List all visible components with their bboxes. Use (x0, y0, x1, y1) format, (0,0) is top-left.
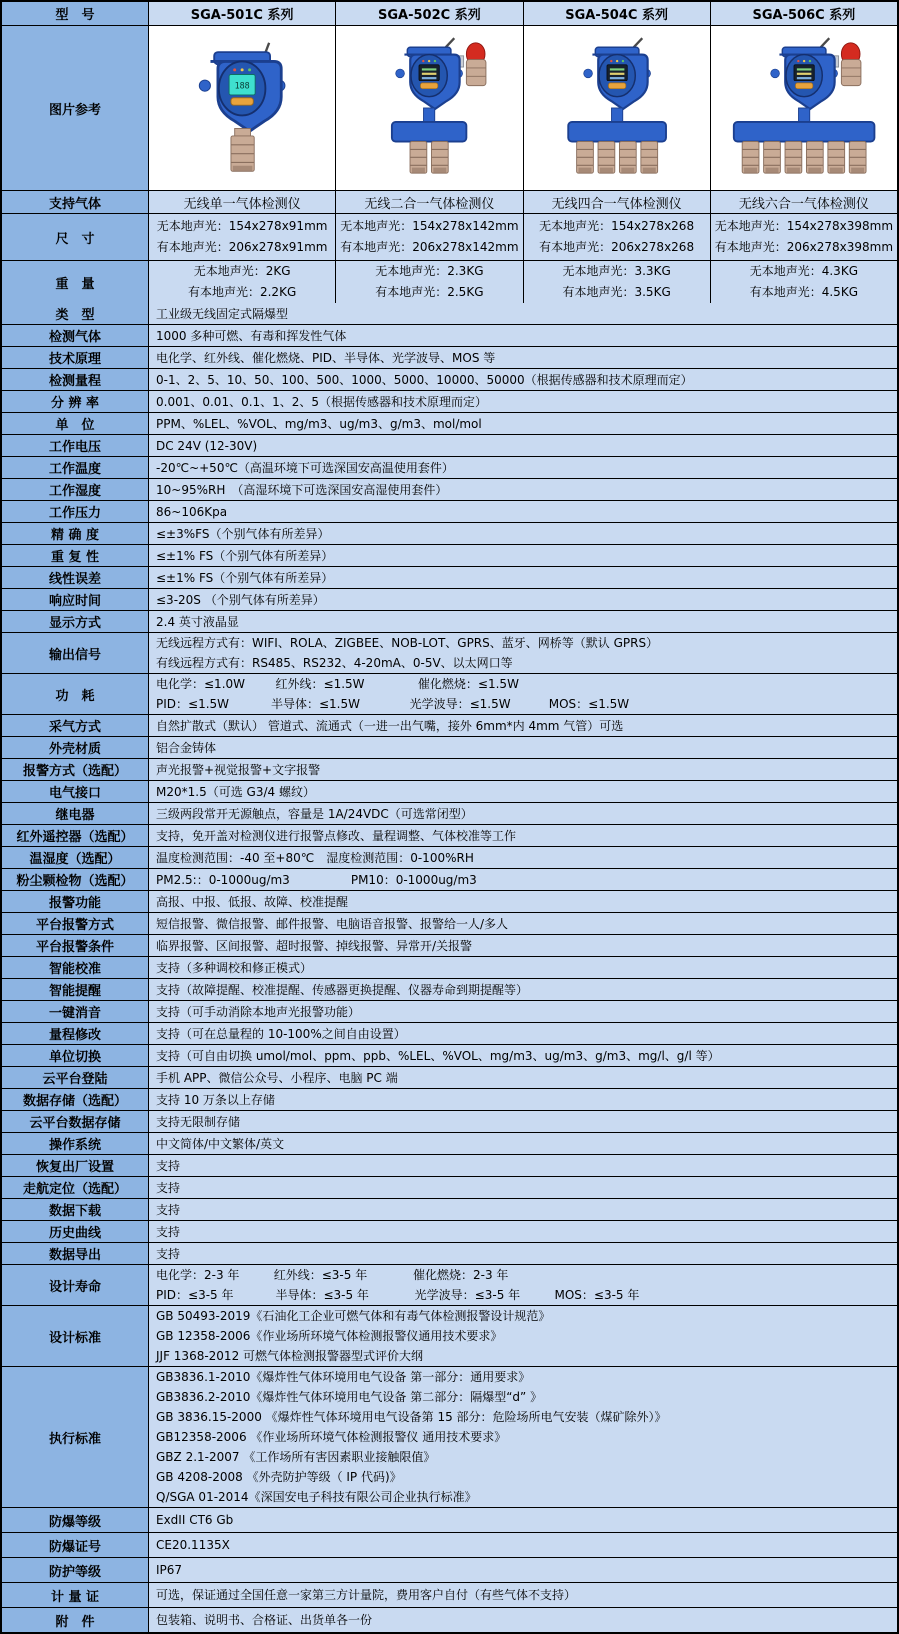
spec-value (148, 1111, 897, 1132)
spec-row (2, 1264, 897, 1305)
spec-row (2, 673, 897, 714)
spec-row (2, 1220, 897, 1242)
spec-value (148, 825, 897, 846)
spec-value-line: 手机 APP、微信公众号、小程序、电脑 PC 端 (156, 1070, 398, 1085)
spec-label: 报警方式（选配） (2, 759, 148, 780)
spec-label: 分 辨 率 (2, 391, 148, 412)
spec-row (2, 1044, 897, 1066)
weight-line: 无本地声光：2KG (193, 264, 291, 278)
spec-row (2, 758, 897, 780)
spec-value (148, 1608, 897, 1632)
spec-value (148, 1155, 897, 1176)
spec-value-line: ≤±1% FS（个别气体有所差异） (156, 548, 334, 563)
spec-value-line: PPM、%LEL、%VOL、mg/m3、ug/m3、g/m3、mol/mol (156, 416, 482, 431)
spec-label: 防爆证号 (2, 1533, 148, 1557)
spec-label: 粉尘颗检物（选配） (2, 869, 148, 890)
spec-value-line: GB3836.2-2010《爆炸性气体环境用电气设备 第二部分：隔爆型“d” 》 (156, 1390, 543, 1404)
spec-row (2, 1088, 897, 1110)
spec-row (2, 588, 897, 610)
spec-row (2, 1582, 897, 1607)
weight-line: 无本地声光：4.3KG (749, 264, 858, 278)
spec-value-line: PID：≤3-5 年 半导体：≤3-5 年 光学波导：≤3-5 年 MOS：≤3-5 年 (156, 1288, 640, 1302)
spec-row (2, 1110, 897, 1132)
weight-value (148, 261, 335, 303)
spec-value (148, 347, 897, 368)
spec-value-line: PID：≤1.5W 半导体：≤1.5W 光学波导：≤1.5W MOS：≤1.5W (156, 697, 630, 711)
spec-value-line: GB 3836.15-2000 《爆炸性气体环境用电气设备第 15 部分：危险场所电气安装（煤矿除外）》 (156, 1410, 667, 1424)
spec-label: 温湿度（选配） (2, 847, 148, 868)
spec-value-line: 电化学：≤1.0W 红外线：≤1.5W 催化燃烧：≤1.5W (156, 677, 519, 691)
spec-value (148, 325, 897, 346)
spec-row (2, 1557, 897, 1582)
spec-value-line: 0.001、0.01、0.1、1、2、5（根据传感器和技术原理而定） (156, 394, 488, 409)
spec-value-line: 无线远程方式有：WIFI、ROLA、ZIGBEE、NOB-LOT、GPRS、蓝牙、网桥等（默认 GPRS） (156, 636, 659, 650)
spec-value-line: ≤±3%FS（个别气体有所差异） (156, 526, 330, 541)
spec-label: 采气方式 (2, 715, 148, 736)
spec-value-line: 短信报警、微信报警、邮件报警、电脑语音报警、报警给一人/多人 (156, 916, 509, 931)
weight-value (710, 261, 897, 303)
supported-gas-value: 无线六合一气体检测仪 (710, 191, 897, 213)
spec-value (148, 957, 897, 978)
spec-label: 精 确 度 (2, 523, 148, 544)
supported-gas-value: 无线二合一气体检测仪 (335, 191, 522, 213)
spec-row (2, 824, 897, 846)
spec-value-line: M20*1.5（可选 G3/4 螺纹） (156, 784, 315, 799)
spec-label: 防护等级 (2, 1558, 148, 1582)
spec-label: 量程修改 (2, 1023, 148, 1044)
spec-value-line: GB 12358-2006《作业场所环境气体检测报警仪通用技术要求》 (156, 1329, 503, 1343)
spec-value (148, 501, 897, 522)
spec-label: 防爆等级 (2, 1508, 148, 1532)
product-image-sga-501c-detector (148, 26, 335, 190)
spec-row (2, 1000, 897, 1022)
model-header-sga-502c: SGA-502C 系列 (335, 2, 522, 25)
spec-value-line: 86~106Kpa (156, 504, 228, 519)
spec-value-line: IP67 (156, 1563, 183, 1577)
spec-value-line: 工业级无线固定式隔爆型 (156, 306, 289, 321)
spec-value (148, 479, 897, 500)
spec-value (148, 1306, 897, 1366)
supported-gas-value: 无线四合一气体检测仪 (523, 191, 710, 213)
spec-value-line: ExdII CT6 Gb (156, 1513, 234, 1527)
weight-line: 有本地声光：2.2KG (187, 285, 297, 299)
spec-label: 恢复出厂设置 (2, 1155, 148, 1176)
size-line: 无本地声光：154x278x398mm (714, 219, 894, 233)
spec-value-line: 支持（可手动消除本地声光报警功能） (156, 1004, 361, 1019)
spec-value-line: 声光报警+视觉报警+文字报警 (156, 762, 321, 777)
spec-value-line: Q/SGA 01-2014《深国安电子科技有限公司企业执行标准》 (156, 1490, 477, 1504)
spec-value-line: 支持 (156, 1224, 181, 1239)
spec-value (148, 1133, 897, 1154)
spec-value (148, 803, 897, 824)
image-row-label: 图片参考 (2, 26, 148, 190)
spec-value (148, 1067, 897, 1088)
spec-value (148, 1265, 897, 1305)
spec-value (148, 935, 897, 956)
spec-value-line: 支持 (156, 1180, 181, 1195)
spec-value (148, 1508, 897, 1532)
spec-label: 红外遥控器（选配） (2, 825, 148, 846)
spec-value-line: 支持（可在总量程的 10-100%之间自由设置） (156, 1026, 406, 1041)
spec-row (2, 544, 897, 566)
spec-row (2, 324, 897, 346)
weight-label: 重 量 (2, 261, 148, 303)
spec-label: 数据导出 (2, 1243, 148, 1264)
supported-gas-label: 支持气体 (2, 191, 148, 213)
spec-value-line: 临界报警、区间报警、超时报警、掉线报警、异常开/关报警 (156, 938, 473, 953)
spec-value-line: 可选，保证通过全国任意一家第三方计量院，费用客户自付（有些气体不支持） (156, 1588, 577, 1602)
size-row (2, 213, 897, 260)
weight-line: 无本地声光：3.3KG (562, 264, 671, 278)
spec-value-line: 支持（可自由切换 umol/mol、ppm、ppb、%LEL、%VOL、mg/m3、ug/m3、g/m3、mg/l、g/l 等） (156, 1048, 720, 1063)
spec-label: 平台报警方式 (2, 913, 148, 934)
spec-value (148, 1367, 897, 1507)
weight-line: 无本地声光：2.3KG (375, 264, 484, 278)
spec-label: 执行标准 (2, 1367, 148, 1507)
header-label-model: 型 号 (2, 2, 148, 25)
spec-value-line: GB3836.1-2010《爆炸性气体环境用电气设备 第一部分：通用要求》 (156, 1370, 531, 1384)
spec-value (148, 303, 897, 324)
spec-value-line: 中文简体/中文繁体/英文 (156, 1136, 285, 1151)
spec-value (148, 737, 897, 758)
spec-label: 工作湿度 (2, 479, 148, 500)
spec-row (2, 714, 897, 736)
model-header-sga-504c: SGA-504C 系列 (523, 2, 710, 25)
spec-label: 设计寿命 (2, 1265, 148, 1305)
size-value (710, 214, 897, 260)
spec-row (2, 780, 897, 802)
spec-label: 历史曲线 (2, 1221, 148, 1242)
spec-value-line: JJF 1368-2012 可燃气体检测报警器型式评价大纲 (156, 1349, 424, 1363)
weight-value (523, 261, 710, 303)
spec-row (2, 912, 897, 934)
product-image-sga-506c-detector (710, 26, 897, 190)
spec-label: 工作温度 (2, 457, 148, 478)
spec-label: 工作电压 (2, 435, 148, 456)
spec-value (148, 435, 897, 456)
spec-value-line: 电化学、红外线、催化燃烧、PID、半导体、光学波导、MOS 等 (156, 350, 496, 365)
spec-value (148, 589, 897, 610)
spec-label: 平台报警条件 (2, 935, 148, 956)
spec-row (2, 500, 897, 522)
spec-row (2, 1176, 897, 1198)
spec-value-line: 2.4 英寸液晶显 (156, 614, 239, 629)
spec-row (2, 1366, 897, 1507)
spec-label: 继电器 (2, 803, 148, 824)
spec-row (2, 868, 897, 890)
spec-value-line: 电化学：2-3 年 红外线：≤3-5 年 催化燃烧：2-3 年 (156, 1268, 509, 1282)
spec-label: 智能提醒 (2, 979, 148, 1000)
spec-value-line: 支持 (156, 1246, 181, 1261)
spec-value-line: 三级两段常开无源触点，容量是 1A/24VDC（可选常闭型） (156, 806, 473, 821)
spec-row (2, 1242, 897, 1264)
model-header-sga-501c: SGA-501C 系列 (148, 2, 335, 25)
spec-label: 线性误差 (2, 567, 148, 588)
spec-row (2, 522, 897, 544)
spec-value-line: 10~95%RH （高湿环境下可选深国安高湿使用套件） (156, 482, 448, 497)
spec-value (148, 979, 897, 1000)
spec-row (2, 1154, 897, 1176)
spec-value-line: 高报、中报、低报、故障、校准提醒 (156, 894, 349, 909)
spec-row (2, 1022, 897, 1044)
spec-row (2, 390, 897, 412)
spec-value (148, 1243, 897, 1264)
spec-label: 功 耗 (2, 674, 148, 714)
spec-value (148, 781, 897, 802)
spec-value (148, 891, 897, 912)
weight-row (2, 260, 897, 303)
spec-label: 外壳材质 (2, 737, 148, 758)
spec-value (148, 1199, 897, 1220)
model-header-sga-506c: SGA-506C 系列 (710, 2, 897, 25)
spec-label: 设计标准 (2, 1306, 148, 1366)
size-value (335, 214, 522, 260)
spec-value-line: 支持（故障提醒、校准提醒、传感器更换提醒、仪器寿命到期提醒等） (156, 982, 529, 997)
spec-row (2, 934, 897, 956)
spec-value-line: 支持 (156, 1202, 181, 1217)
weight-value (335, 261, 522, 303)
spec-value (148, 913, 897, 934)
weight-line: 有本地声光：4.5KG (749, 285, 858, 299)
product-image-sga-502c-detector (335, 26, 522, 190)
spec-value-line: 铝合金铸体 (156, 740, 217, 755)
spec-value-line: 0-1、2、5、10、50、100、500、1000、5000、10000、50000（根据传感器和技术原理而定） (156, 372, 693, 387)
spec-value (148, 1583, 897, 1607)
spec-label: 重 复 性 (2, 545, 148, 566)
header-row (2, 2, 897, 25)
spec-label: 操作系统 (2, 1133, 148, 1154)
spec-value-line: GBZ 2.1-2007 《工作场所有害因素职业接触限值》 (156, 1450, 436, 1464)
spec-row (2, 802, 897, 824)
spec-value-line: PM2.5:：0-1000ug/m3 PM10：0-1000ug/m3 (156, 872, 477, 887)
spec-label: 云平台登陆 (2, 1067, 148, 1088)
spec-row (2, 632, 897, 673)
spec-row (2, 346, 897, 368)
spec-label: 技术原理 (2, 347, 148, 368)
size-line: 无本地声光：154x278x91mm (156, 219, 328, 233)
spec-row (2, 1305, 897, 1366)
spec-value-line: -20℃~+50℃（高温环境下可选深国安高温使用套件） (156, 460, 454, 475)
size-label: 尺 寸 (2, 214, 148, 260)
spec-value (148, 759, 897, 780)
spec-row (2, 956, 897, 978)
spec-value (148, 869, 897, 890)
spec-value (148, 1089, 897, 1110)
spec-value (148, 369, 897, 390)
spec-value-line: 温度检测范围：-40 至+80℃ 湿度检测范围：0-100%RH (156, 850, 474, 865)
spec-label: 计 量 证 (2, 1583, 148, 1607)
spec-row (2, 456, 897, 478)
spec-row (2, 434, 897, 456)
spec-value (148, 457, 897, 478)
spec-row (2, 368, 897, 390)
spec-value (148, 1001, 897, 1022)
spec-label: 走航定位（选配） (2, 1177, 148, 1198)
weight-line: 有本地声光：3.5KG (562, 285, 671, 299)
spec-label: 智能校准 (2, 957, 148, 978)
supported-gas-value: 无线单一气体检测仪 (148, 191, 335, 213)
spec-value-line: GB 4208-2008 《外壳防护等级（ IP 代码)》 (156, 1470, 402, 1484)
spec-value (148, 1533, 897, 1557)
spec-row (2, 1532, 897, 1557)
spec-value (148, 674, 897, 714)
spec-value-line: ≤±1% FS（个别气体有所差异） (156, 570, 334, 585)
spec-value-line: 支持 10 万条以上存储 (156, 1092, 275, 1107)
spec-value-line: GB12358-2006 《作业场所环境气体检测报警仪 通用技术要求》 (156, 1430, 507, 1444)
spec-row (2, 1607, 897, 1632)
spec-value (148, 567, 897, 588)
spec-value-line: GB 50493-2019《石油化工企业可燃气体和有毒气体检测报警设计规范》 (156, 1309, 551, 1323)
spec-value (148, 413, 897, 434)
spec-value (148, 523, 897, 544)
spec-label: 类 型 (2, 303, 148, 324)
spec-label: 响应时间 (2, 589, 148, 610)
size-line: 有本地声光：206x278x142mm (340, 240, 519, 254)
spec-value-line: ≤3-20S （个别气体有所差异） (156, 592, 325, 607)
spec-label: 单位切换 (2, 1045, 148, 1066)
spec-label: 云平台数据存储 (2, 1111, 148, 1132)
spec-value-line: DC 24V (12-30V) (156, 438, 258, 453)
spec-value-line: 支持，免开盖对检测仪进行报警点修改、量程调整、气体校准等工作 (156, 828, 517, 843)
spec-label: 检测量程 (2, 369, 148, 390)
spec-label: 单 位 (2, 413, 148, 434)
spec-value-line: 支持无限制存储 (156, 1114, 241, 1129)
spec-label: 数据存储（选配） (2, 1089, 148, 1110)
spec-row (2, 736, 897, 758)
spec-label: 输出信号 (2, 633, 148, 673)
spec-value (148, 847, 897, 868)
spec-row (2, 412, 897, 434)
spec-rows-container (2, 303, 897, 1632)
spec-label: 数据下载 (2, 1199, 148, 1220)
spec-value-line: 有线远程方式有：RS485、RS232、4-20mA、0-5V、以太网口等 (156, 656, 513, 670)
spec-value (148, 633, 897, 673)
spec-value (148, 715, 897, 736)
spec-row (2, 1132, 897, 1154)
spec-label: 显示方式 (2, 611, 148, 632)
image-row (2, 25, 897, 190)
spec-label: 工作压力 (2, 501, 148, 522)
spec-row (2, 846, 897, 868)
spec-value (148, 391, 897, 412)
spec-value (148, 1221, 897, 1242)
supported-gas-row (2, 190, 897, 213)
spec-label: 电气接口 (2, 781, 148, 802)
spec-label: 检测气体 (2, 325, 148, 346)
spec-row (2, 478, 897, 500)
spec-row (2, 890, 897, 912)
spec-value (148, 1177, 897, 1198)
size-value (148, 214, 335, 260)
spec-label: 附 件 (2, 1608, 148, 1632)
spec-row (2, 303, 897, 324)
spec-row (2, 566, 897, 588)
size-value (523, 214, 710, 260)
size-line: 无本地声光：154x278x142mm (340, 219, 519, 233)
spec-row (2, 1066, 897, 1088)
size-line: 无本地声光：154x278x268 (539, 219, 695, 233)
spec-value-line: 1000 多种可燃、有毒和挥发性气体 (156, 328, 347, 343)
size-line: 有本地声光：206x278x91mm (156, 240, 328, 254)
spec-value (148, 1045, 897, 1066)
product-image-sga-504c-detector (523, 26, 710, 190)
size-line: 有本地声光：206x278x268 (539, 240, 695, 254)
size-line: 有本地声光：206x278x398mm (714, 240, 894, 254)
spec-value (148, 611, 897, 632)
spec-value-line: 支持 (156, 1158, 181, 1173)
spec-label: 报警功能 (2, 891, 148, 912)
spec-value-line: 自然扩散式（默认） 管道式、流通式（一进一出气嘴，接外 6mm*内 4mm 气管）可选 (156, 718, 624, 733)
spec-row (2, 1198, 897, 1220)
spec-value-line: CE20.1135X (156, 1538, 230, 1552)
weight-line: 有本地声光：2.5KG (375, 285, 484, 299)
spec-label: 一键消音 (2, 1001, 148, 1022)
spec-value-line: 包装箱、说明书、合格证、出货单各一份 (156, 1613, 373, 1627)
spec-value-line: 支持（多种调校和修正模式） (156, 960, 313, 975)
svg-text:188: 188 (234, 80, 250, 91)
spec-row (2, 610, 897, 632)
spec-row (2, 1507, 897, 1532)
spec-value (148, 1558, 897, 1582)
spec-value (148, 1023, 897, 1044)
spec-value (148, 545, 897, 566)
spec-row (2, 978, 897, 1000)
